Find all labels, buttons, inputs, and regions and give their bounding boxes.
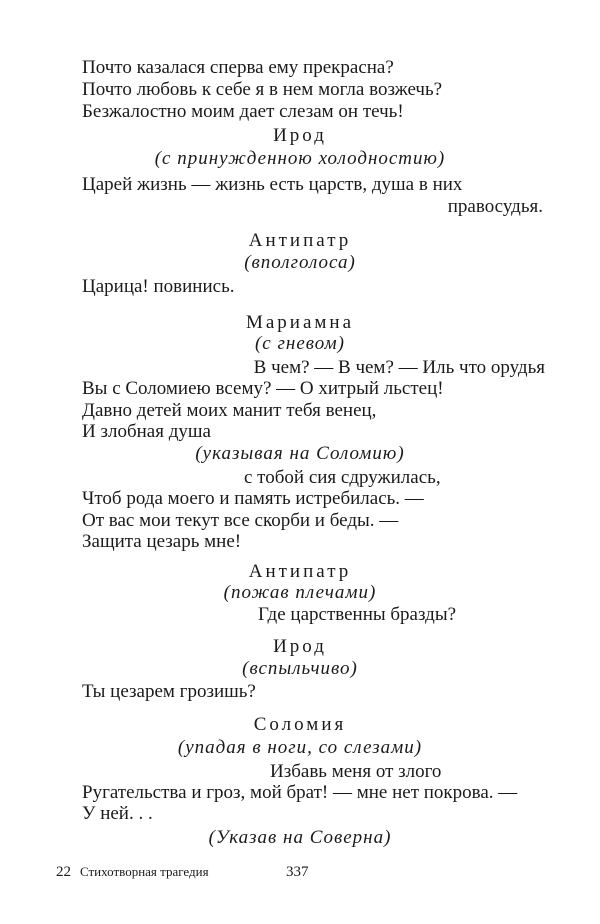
- verse-line: с тобой сия сдружилась,: [244, 467, 441, 488]
- speaker-name: Антипатр: [248, 561, 352, 582]
- verse-line: В чем? — В чем? — Иль что орудья: [253, 357, 545, 378]
- verse-line: Давно детей моих манит тебя венец,: [82, 400, 377, 421]
- verse-line: Ругательства и гроз, мой брат! — мне нет покрова. —: [82, 782, 518, 803]
- speaker-name: Соломия: [253, 714, 347, 735]
- verse-line-continuation: правосудья.: [447, 196, 543, 217]
- verse-line: От вас мои текут все скорби и беды. —: [82, 510, 399, 531]
- stage-direction: (с принужденною холодностию): [154, 148, 446, 169]
- stage-direction: (вспыльчиво): [242, 658, 358, 679]
- verse-line: Ты цезарем грозишь?: [82, 681, 256, 702]
- verse-line: И злобная душа: [82, 421, 211, 442]
- verse-line: У ней. . .: [82, 803, 153, 824]
- stage-direction: (Указав на Соверна): [208, 827, 392, 848]
- speaker-name: Мариамна: [245, 312, 355, 333]
- verse-line: Безжалостно моим дает слезам он течь!: [82, 101, 404, 122]
- stage-direction: (вполголоса): [244, 252, 356, 273]
- verse-line: Избавь меня от злого: [270, 761, 442, 782]
- stage-direction: (с гневом): [254, 333, 345, 354]
- stage-direction: (указывая на Соломию): [195, 443, 405, 464]
- verse-line: Защита цезарь мне!: [82, 531, 242, 552]
- page-number: 337: [286, 864, 309, 880]
- verse-line: Чтоб рода моего и память истребилась. —: [82, 488, 424, 509]
- stage-direction: (упадая в ноги, со слезами): [177, 737, 423, 758]
- speaker-name: Антипатр: [248, 230, 352, 251]
- verse-line: Почто любовь к себе я в нем могла возжечь?: [82, 79, 443, 100]
- verse-line: Вы с Соломиею всему? — О хитрый льстец!: [82, 378, 444, 399]
- verse-line: Где царственны бразды?: [258, 604, 457, 625]
- speaker-name: Ирод: [273, 636, 327, 657]
- signature-number: 22: [56, 864, 71, 880]
- verse-line: Почто казалася сперва ему прекрасна?: [82, 57, 394, 78]
- stage-direction: (пожав плечами): [223, 582, 377, 603]
- speaker-name: Ирод: [273, 125, 327, 146]
- footer-title: Стихотворная трагедия: [80, 864, 209, 879]
- verse-line: Царей жизнь — жизнь есть царств, душа в них: [82, 174, 463, 195]
- verse-line: Царица! повинись.: [82, 276, 235, 297]
